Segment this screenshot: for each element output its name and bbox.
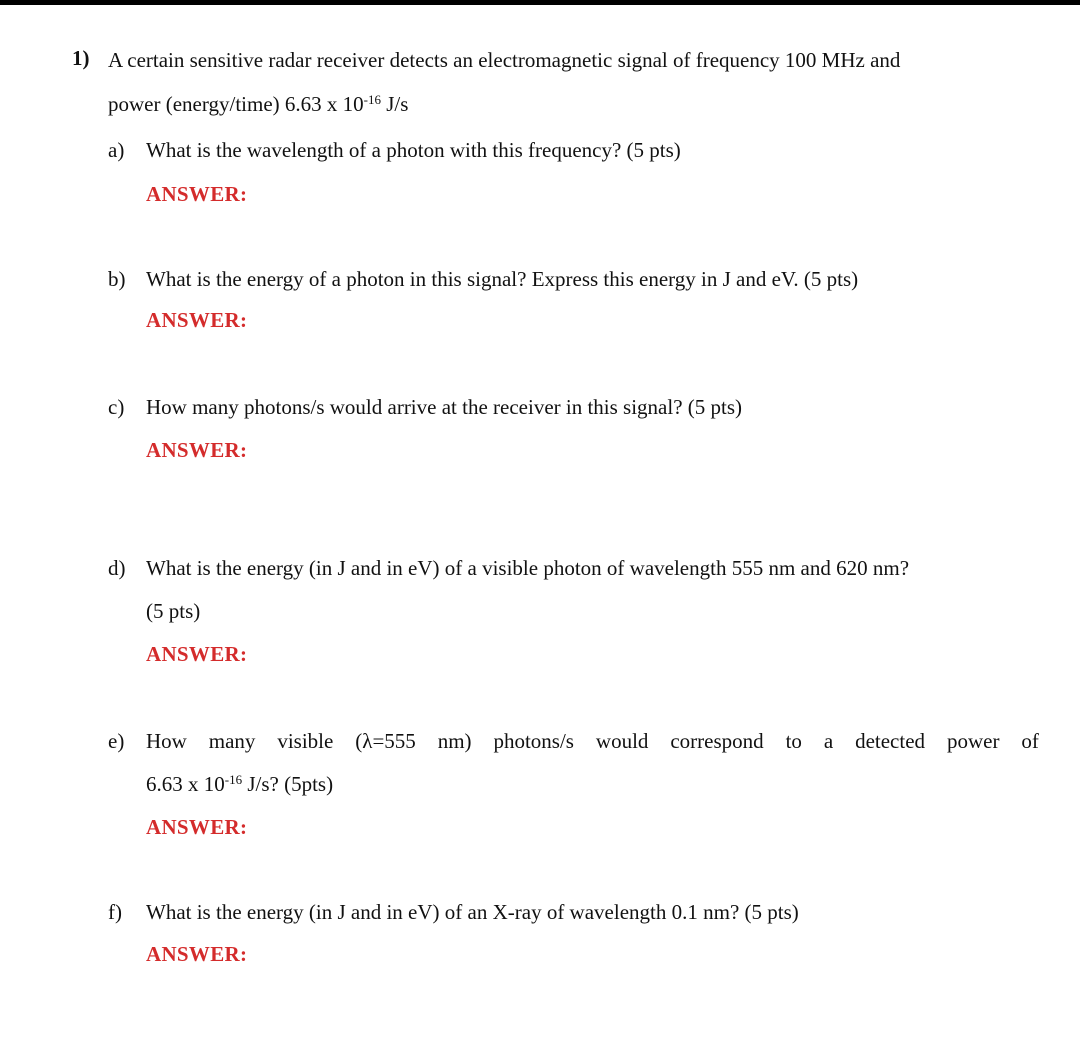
part-c-answer-label: ANSWER: [146, 438, 248, 462]
part-e-word: of [1021, 729, 1039, 753]
part-e-power-value: 6.63 x 10 [146, 772, 225, 796]
part-e-word: to [785, 729, 802, 753]
part-a-question: What is the wavelength of a photon with this frequency? (5 pts) [146, 138, 681, 162]
stem-power-exponent: -16 [363, 92, 381, 107]
part-f-question: What is the energy (in J and in eV) of an X-ray of wavelength 0.1 nm? (5 pts) [146, 900, 799, 924]
part-e-power-unit: J/s? (5pts) [242, 772, 334, 796]
part-e-word: photons/s [493, 729, 574, 753]
question-number: 1) [72, 46, 90, 70]
question-stem-line-1: A certain sensitive radar receiver detects an electromagnetic signal of frequency 100 MHz and [108, 48, 901, 72]
part-e-word: nm) [437, 729, 472, 753]
part-d-question: What is the energy (in J and in eV) of a visible photon of wavelength 555 nm and 620 nm? [146, 556, 910, 580]
part-a-answer-label: ANSWER: [146, 182, 248, 206]
part-e-word: a [823, 729, 834, 753]
part-e-word: would [595, 729, 649, 753]
question-stem-line-2 [108, 90, 408, 118]
part-f-letter: f) [108, 900, 122, 924]
part-b-letter: b) [108, 267, 126, 291]
part-a-letter: a) [108, 138, 125, 162]
part-b-answer-label: ANSWER: [146, 308, 248, 332]
part-c-letter: c) [108, 395, 125, 419]
part-e-letter: e) [108, 729, 125, 753]
part-e-question [146, 727, 1039, 755]
part-e-power-exponent: -16 [224, 772, 243, 787]
part-d-question-points: (5 pts) [146, 599, 201, 623]
part-e-word: (λ=555 [355, 729, 416, 753]
part-b-question: What is the energy of a photon in this signal? Express this energy in J and eV. (5 pts) [146, 267, 859, 291]
part-e-answer-label: ANSWER: [146, 815, 248, 839]
part-c-question: How many photons/s would arrive at the receiver in this signal? (5 pts) [146, 395, 743, 419]
part-e-word: detected [855, 729, 926, 753]
part-d-letter: d) [108, 556, 126, 580]
part-e-word: visible [277, 729, 334, 753]
stem-power-value: power (energy/time) 6.63 x 10 [108, 92, 364, 116]
part-e-word: How [146, 729, 187, 753]
part-e-word: correspond [670, 729, 764, 753]
part-f-answer-label: ANSWER: [146, 942, 248, 966]
part-e-word: many [208, 729, 256, 753]
part-d-answer-label: ANSWER: [146, 642, 248, 666]
stem-power-unit: J/s [380, 92, 409, 116]
part-e-word: power [946, 729, 1000, 753]
part-e-question-line-2 [146, 770, 333, 798]
